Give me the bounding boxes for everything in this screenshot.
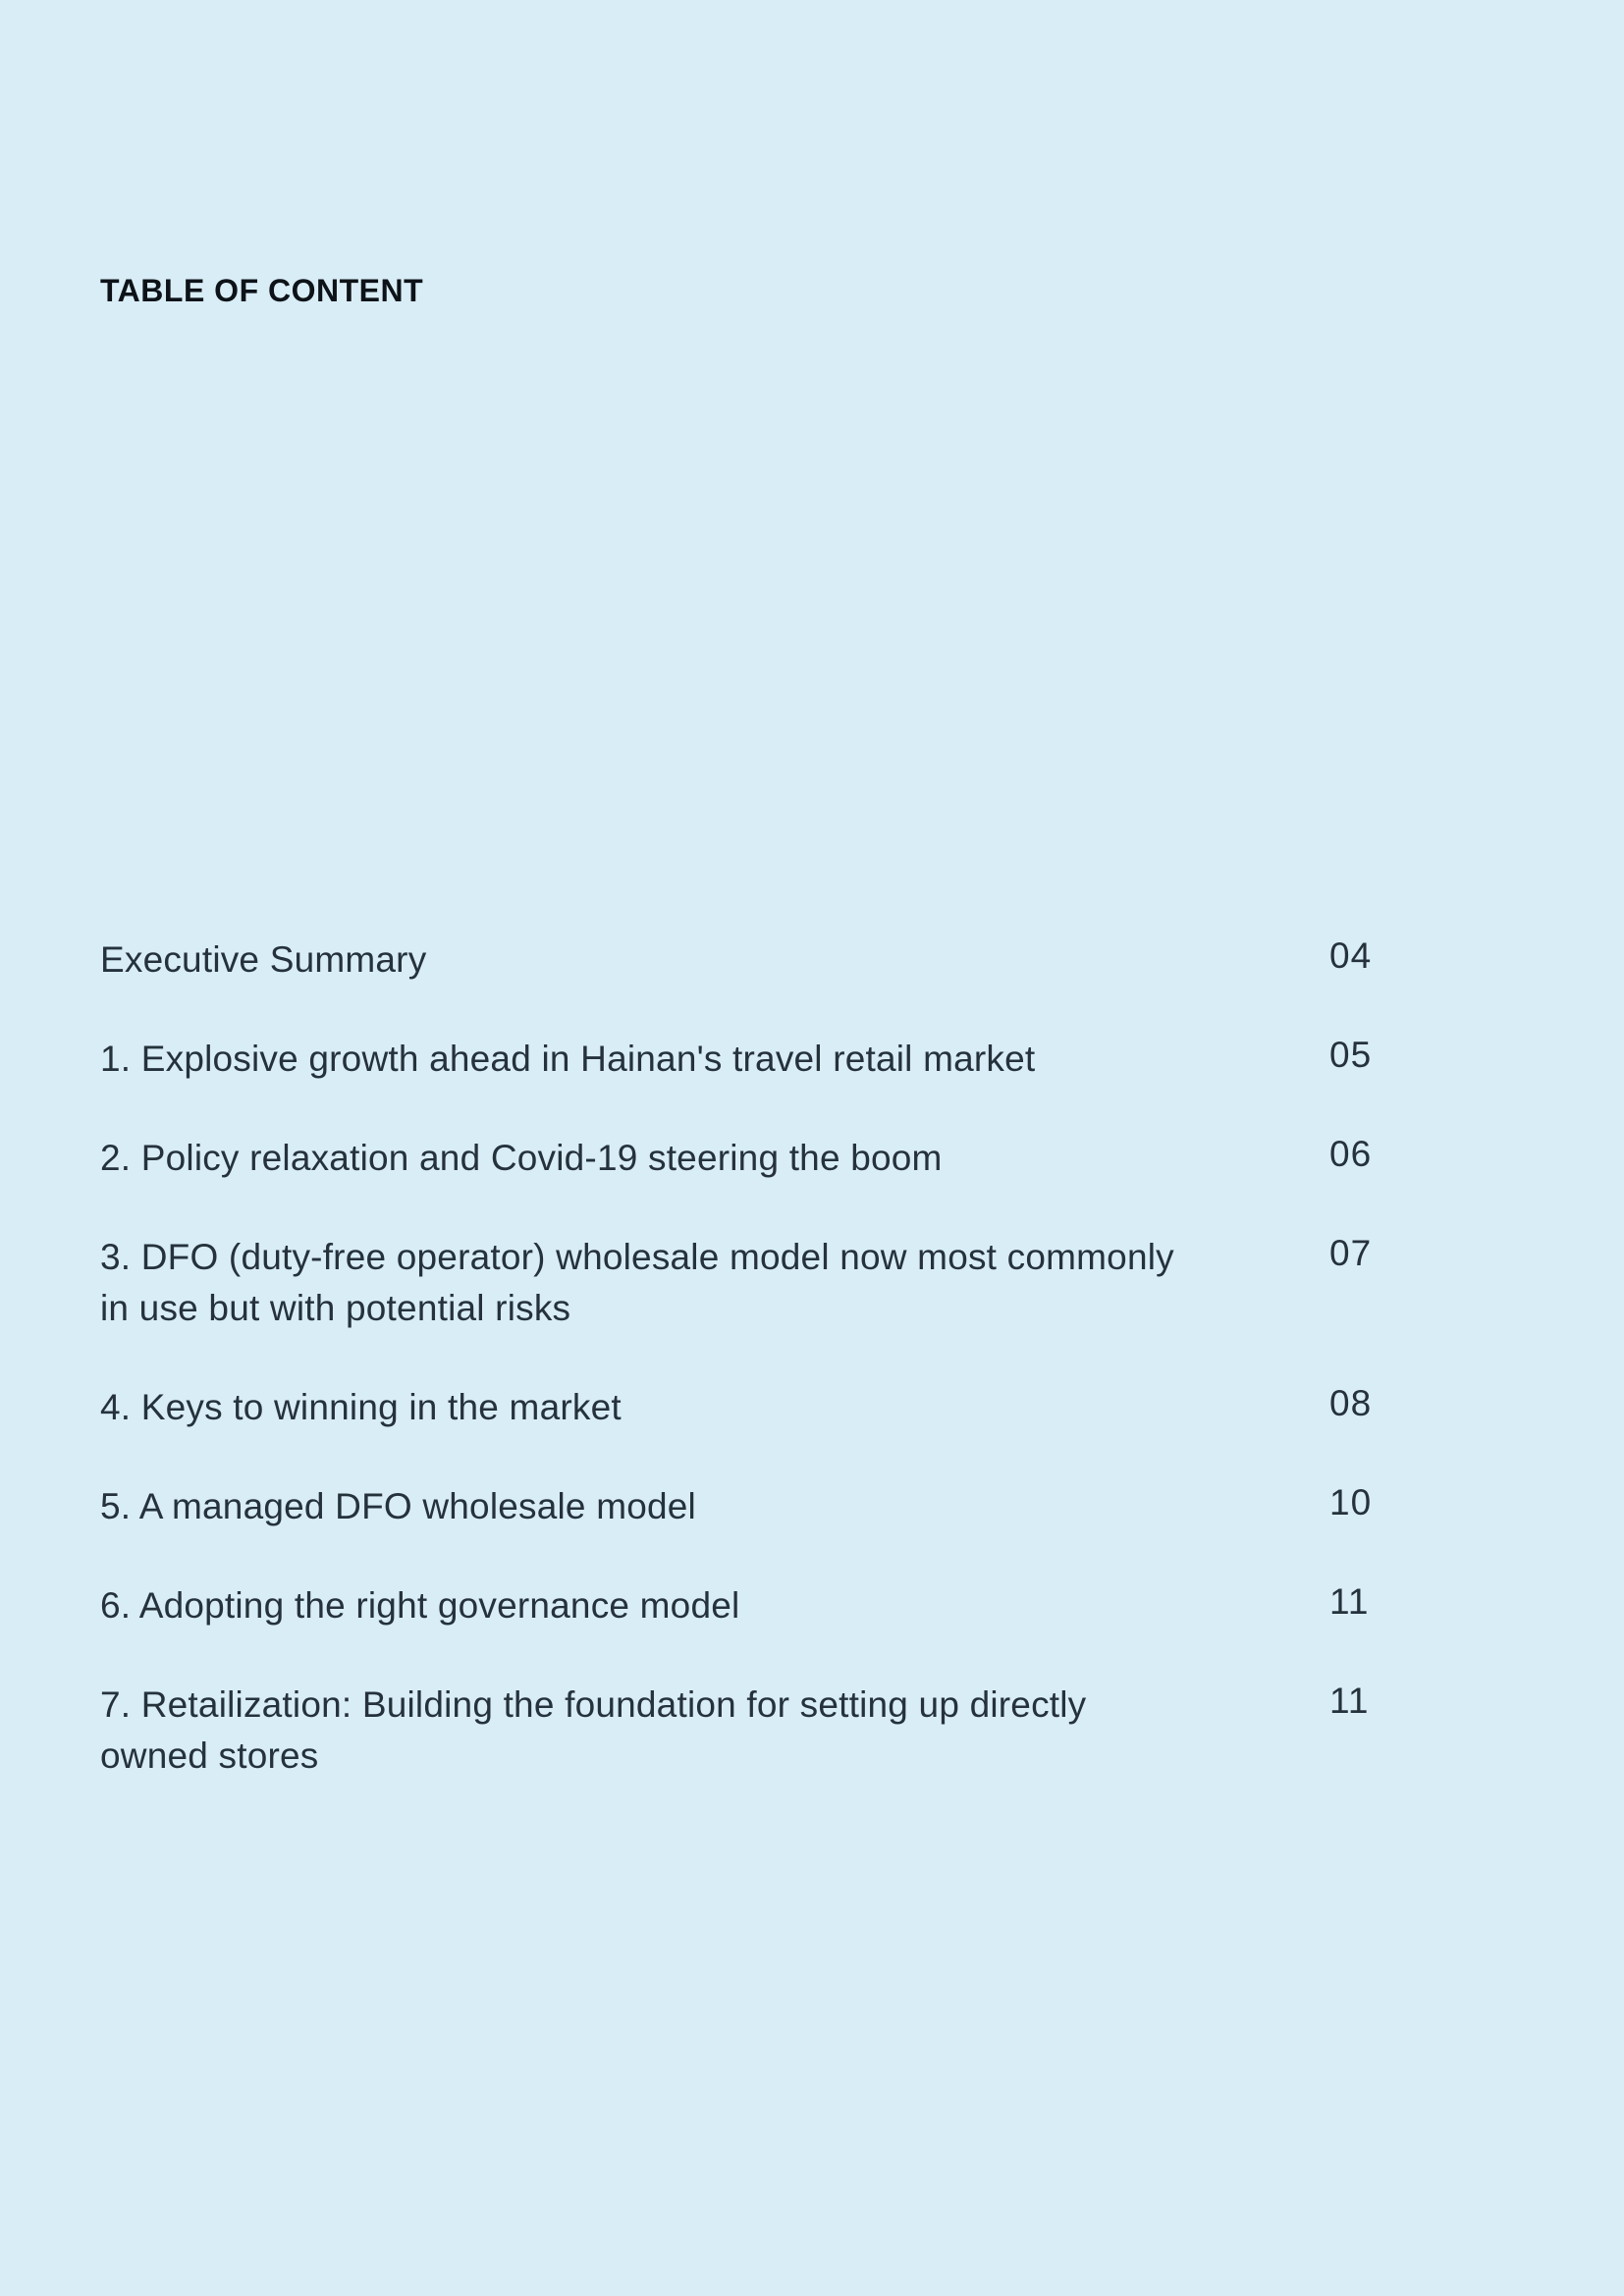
page-title: TABLE OF CONTENT — [100, 273, 424, 309]
toc-page-number: 10 — [1329, 1482, 1373, 1522]
table-of-contents — [100, 934, 1514, 1830]
toc-entry-text: 1. Explosive growth ahead in Hainan's travel retail market — [100, 1039, 1036, 1079]
toc-entry-text: in use but with potential risks — [100, 1288, 571, 1328]
toc-entry-text: 3. DFO (duty-free operator) wholesale model now most commonly — [100, 1237, 1174, 1277]
toc-entry — [100, 1034, 1514, 1085]
toc-page-number: 05 — [1329, 1035, 1373, 1075]
toc-entry-text: owned stores — [100, 1735, 319, 1776]
toc-entry-text: 4. Keys to winning in the market — [100, 1387, 622, 1427]
toc-entry-text: 2. Policy relaxation and Covid-19 steering the boom — [100, 1138, 943, 1178]
toc-page-number: 11 — [1329, 1681, 1370, 1721]
toc-entry — [100, 1481, 1514, 1532]
toc-entry-text: 6. Adopting the right governance model — [100, 1585, 740, 1626]
toc-page-number: 07 — [1329, 1233, 1373, 1273]
toc-entry — [100, 1133, 1514, 1184]
toc-entry — [100, 1680, 1514, 1782]
toc-entry — [100, 934, 1514, 986]
toc-page-number: 08 — [1329, 1383, 1373, 1423]
toc-page-number: 06 — [1329, 1134, 1373, 1174]
toc-entry-text: Executive Summary — [100, 939, 427, 980]
toc-entry-text: 7. Retailization: Building the foundation for setting up directly — [100, 1684, 1087, 1725]
toc-page-number: 11 — [1329, 1581, 1370, 1622]
toc-page-number: 04 — [1329, 935, 1373, 976]
toc-entry — [100, 1232, 1514, 1334]
toc-entry — [100, 1580, 1514, 1631]
toc-entry-text: 5. A managed DFO wholesale model — [100, 1486, 696, 1526]
toc-entry — [100, 1382, 1514, 1433]
